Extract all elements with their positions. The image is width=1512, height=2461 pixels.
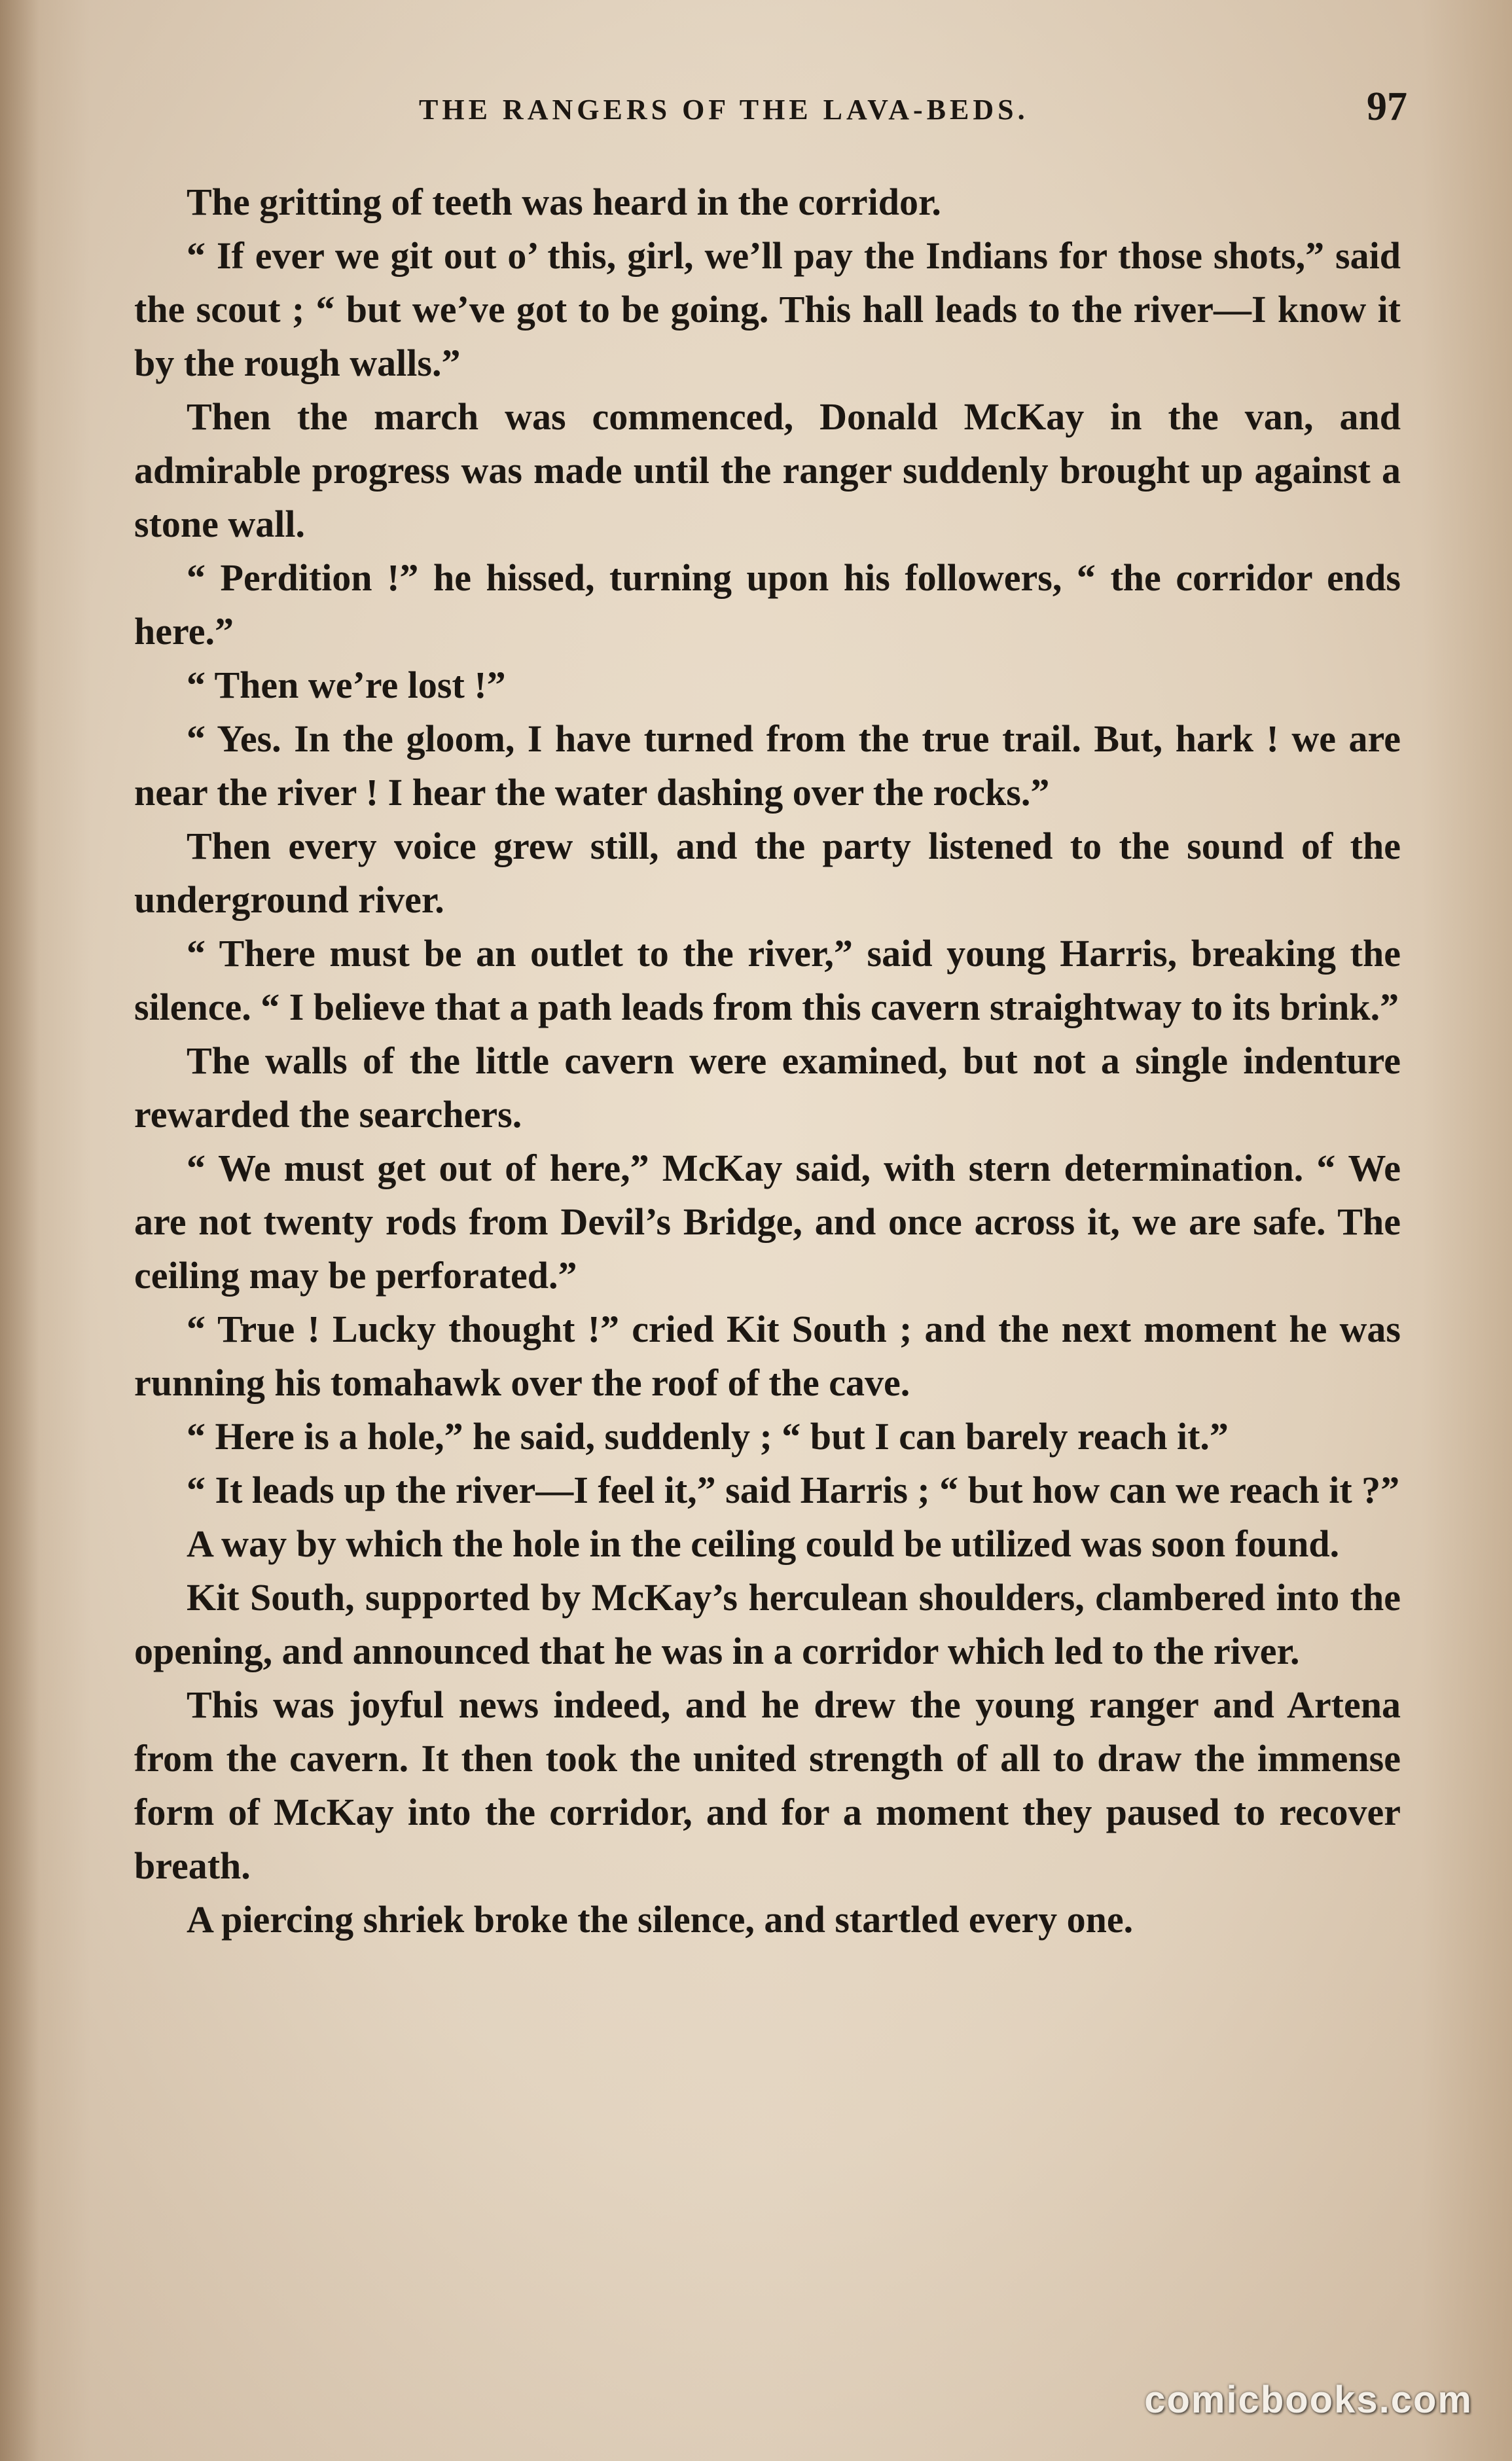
paragraph: A piercing shriek broke the silence, and startled every one. (187, 1898, 1134, 1941)
paragraph: The walls of the little cavern were examined, but not a single indenture rewarded the searchers. (134, 1039, 1401, 1136)
paragraph: A way by which the hole in the ceiling could be utilized was soon found. (187, 1522, 1340, 1565)
paragraph: “ True ! Lucky thought !” cried Kit South ; and the next moment he was running his tomahawk over the roof of the cave. (134, 1308, 1401, 1404)
paragraph: This was joyful news indeed, and he drew the young ranger and Artena from the cavern. It then took the united strength of all to draw the immense form of McKay into the corridor, and for a moment they paused to recover breath. (134, 1683, 1401, 1887)
running-head (137, 84, 1407, 136)
site-watermark: comicbooks.com (1144, 2379, 1473, 2421)
paragraph: The gritting of teeth was heard in the corridor. (187, 181, 941, 223)
paragraph: Then every voice grew still, and the party listened to the sound of the underground river. (134, 825, 1401, 921)
binding-shadow (0, 0, 39, 2461)
paragraph: Kit South, supported by McKay’s herculean shoulders, clambered into the opening, and announced that he was in a corridor which led to the river. (134, 1576, 1401, 1672)
paragraph: “ We must get out of here,” McKay said, with stern determination. “ We are not twenty rods from Devil’s Bridge, and once across it, we are safe. The ceiling may be perforated.” (134, 1147, 1401, 1297)
paragraph: “ Then we’re lost !” (187, 664, 506, 706)
paragraph: Then the march was commenced, Donald McKay in the van, and admirable progress was made until the ranger suddenly brought up against a stone wall. (134, 395, 1401, 545)
paragraph: “ There must be an outlet to the river,” said young Harris, breaking the silence. “ I believe that a path leads from this cavern straightway to its brink.” (134, 932, 1401, 1028)
paragraph: “ It leads up the river—I feel it,” said Harris ; “ but how can we reach it ?” (187, 1469, 1400, 1511)
paragraph: “ If ever we git out o’ this, girl, we’ll pay the Indians for those shots,” said the scout ; “ but we’ve got to be going. This hall leads to the river—I know it by the rough walls.” (134, 234, 1401, 384)
body-text (134, 175, 1401, 1947)
running-title: THE RANGERS OF THE LAVA-BEDS. (419, 94, 1029, 126)
paragraph: “ Perdition !” he hissed, turning upon his followers, “ the corridor ends here.” (134, 556, 1401, 653)
page-number: 97 (1367, 84, 1407, 129)
paragraph: “ Yes. In the gloom, I have turned from the true trail. But, hark ! we are near the river ! I hear the water dashing over the rocks.” (134, 717, 1401, 814)
paragraph: “ Here is a hole,” he said, suddenly ; “ but I can barely reach it.” (187, 1415, 1229, 1458)
